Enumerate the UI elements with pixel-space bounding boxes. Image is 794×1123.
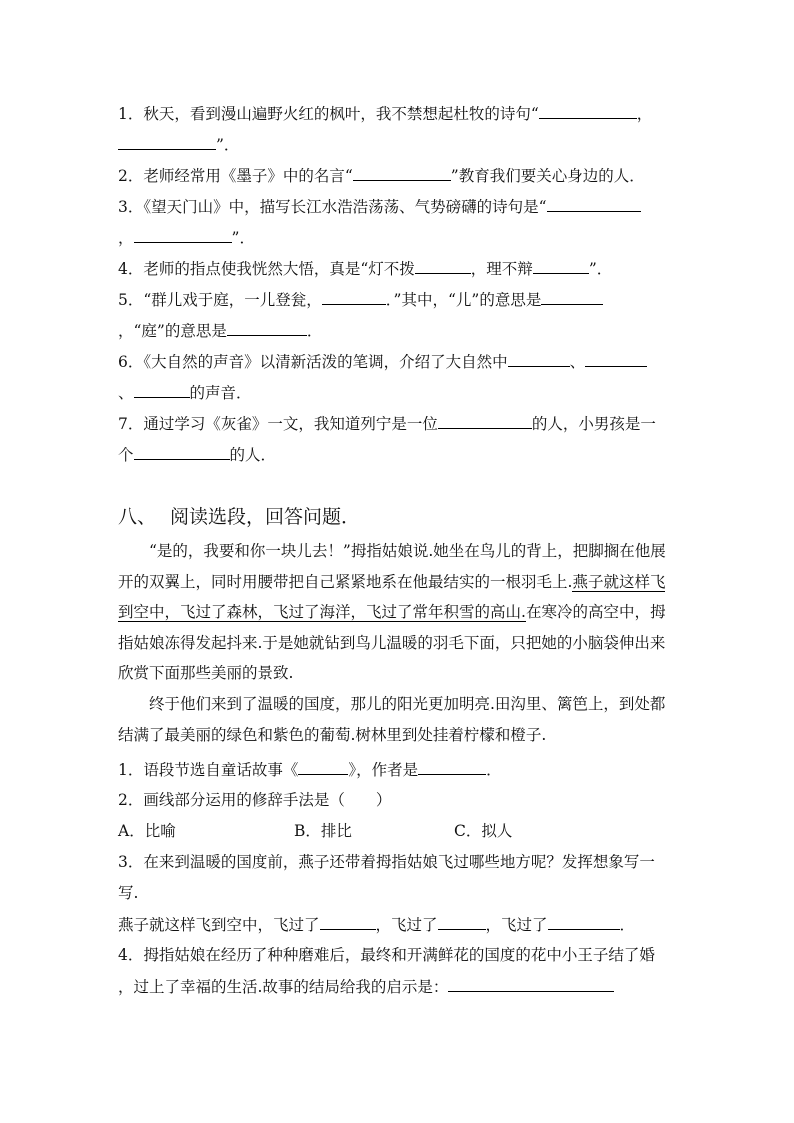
- question-1-line-2: ”．: [118, 134, 239, 155]
- question-1-line-1: 1．秋天，看到漫山遍野火红的枫叶，我不禁想起杜牧的诗句“ ，: [118, 105, 653, 123]
- question-6-line-1: 6．《大自然的声音》以清新活泼的笔调，介绍了大自然中 、: [118, 351, 647, 372]
- passage-paragraph-2: 终于他们来到了温暖的国度，那儿的阳光更加明亮.田沟里、篱笆上，到处都结满了最美丽的绿色和紫色的葡萄.树林里到处挂着柠檬和橙子.: [118, 695, 666, 744]
- question-6-line-2: 、 的声音．: [118, 384, 252, 402]
- answer-blank[interactable]: [134, 444, 230, 460]
- answer-blank[interactable]: [508, 351, 570, 367]
- section-number: 八、: [118, 506, 157, 528]
- question-5-line-2: ，“庭”的意思是 ．: [118, 322, 323, 340]
- answer-blank[interactable]: [438, 914, 486, 930]
- answer-blank[interactable]: [320, 914, 376, 930]
- passage-paragraph-1: “是的，我要和你一块儿去！”拇指姑娘说.她坐在鸟儿的背上，把脚搁在他展开的双翼上，同时用腰带把自己紧紧地系在他最结实的一根羽毛上.燕子就这样飞到空中，飞过了森林，飞过了海洋，飞过了常年积雪的高山.在寒冷的高空中，拇指姑娘冻得发起抖来.于是她就钻到鸟儿温暖的羽毛下面，只把她的小脑袋伸出来欣赏下面那些美丽的景致.: [118, 542, 666, 682]
- answer-blank[interactable]: [353, 165, 451, 181]
- option-c[interactable]: C．拟人: [454, 822, 513, 840]
- answer-blank[interactable]: [298, 759, 348, 775]
- answer-blank[interactable]: [415, 258, 471, 274]
- question-7-line-2: 个 的人．: [118, 446, 277, 464]
- question-3-line-2: ， ”．: [118, 229, 255, 247]
- answer-blank[interactable]: [134, 227, 232, 243]
- answer-blank[interactable]: [438, 413, 532, 429]
- question-7-line-1: 7．通过学习《灰雀》一文，我知道列宁是一位 的人，小男孩是一: [118, 415, 656, 433]
- answer-blank[interactable]: [227, 320, 307, 336]
- question-3-line-1: 3．《望天门山》中，描写长江水浩浩荡荡、气势磅礴的诗句是“: [118, 196, 641, 217]
- answer-blank[interactable]: [548, 914, 620, 930]
- answer-blank[interactable]: [322, 289, 386, 305]
- question-2: 2．老师经常用《墨子》中的名言“ ”教育我们要关心身边的人．: [118, 167, 645, 185]
- question-5-line-1: 5．“群儿戏于庭，一儿登瓮， ．”其中，“儿”的意思是: [118, 289, 603, 310]
- answer-blank[interactable]: [539, 103, 637, 119]
- answer-blank[interactable]: [448, 976, 614, 992]
- reading-question-1: 1．语段节选自童话故事《 》，作者是 ．: [118, 761, 502, 779]
- answer-blank[interactable]: [134, 382, 190, 398]
- answer-blank[interactable]: [118, 134, 216, 150]
- reading-question-2: 2．画线部分运用的修辞手法是（ ）: [118, 791, 392, 809]
- answer-blank[interactable]: [533, 258, 589, 274]
- underlined-sentence: 燕子就这样飞到空中，飞过了森林，飞过了海洋，飞过了常年积雪的高山.: [118, 572, 666, 621]
- answer-blank[interactable]: [547, 196, 641, 212]
- reading-question-4-line-2: ，过上了幸福的生活.故事的结局给我的启示是：: [118, 976, 614, 997]
- answer-blank[interactable]: [418, 759, 486, 775]
- option-a[interactable]: A．比喻: [118, 822, 176, 840]
- question-4: 4．老师的指点使我恍然大悟，真是“灯不拨 ，理不辩 ”．: [118, 260, 613, 278]
- section-8-heading: [118, 502, 360, 529]
- answer-blank[interactable]: [541, 289, 603, 305]
- section-title: 阅读选段，回答问题．: [170, 506, 361, 528]
- option-b[interactable]: B．排比: [294, 822, 352, 840]
- reading-question-4-line-1: 4．拇指姑娘在经历了种种磨难后，最终和开满鲜花的国度的花中小王子结了婚: [118, 946, 655, 964]
- answer-blank[interactable]: [585, 351, 647, 367]
- reading-question-3-line-1: 3．在来到温暖的国度前，燕子还带着拇指姑娘飞过哪些地方呢？发挥想象写一: [118, 853, 655, 871]
- reading-question-3-line-2: 写.: [118, 884, 139, 902]
- reading-question-3-answer: 燕子就这样飞到空中，飞过了 ，飞过了 ，飞过了 ．: [118, 916, 636, 934]
